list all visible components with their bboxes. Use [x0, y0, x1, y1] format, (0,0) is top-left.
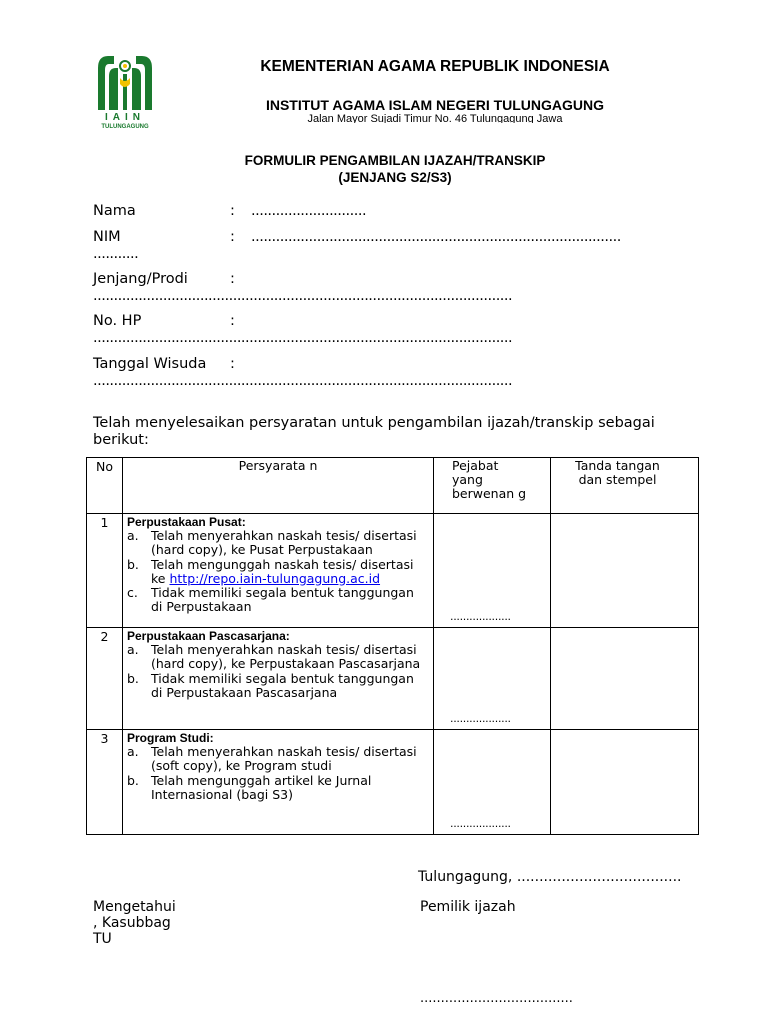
logo-text-iain: IAIN [105, 112, 145, 123]
pejabat-cell[interactable] [434, 628, 551, 730]
list-marker: b. [127, 556, 139, 572]
intro-text: Telah menyelesaikan persyaratan untuk pengambilan ijazah/transkip sebagai berikut: [93, 415, 655, 448]
row-category: Perpustakaan Pascasarjana: [127, 629, 290, 643]
list-text: Telah menyerahkan naskah tesis/ disertasi (soft copy), ke Program studi [151, 744, 417, 774]
field-label-jenjang-prodi: Jenjang/Prodi [93, 271, 188, 287]
pemilik-ijazah-label: Pemilik ijazah [420, 899, 516, 915]
repository-link[interactable]: http://repo.iain-tulungagung.ac.id [169, 570, 381, 586]
stamp-cell[interactable] [551, 628, 699, 730]
list-item [127, 745, 429, 773]
list-text: Telah menyerahkan naskah tesis/ disertasi (hard copy), ke Perpustakaan Pascasarjana [151, 642, 421, 672]
row-no: 1 [87, 514, 123, 628]
field-label-tanggal-wisuda: Tanggal Wisuda [93, 356, 207, 372]
list-text: Tidak memiliki segala bentuk tanggungan di Perpustakaan Pascasarjana [151, 670, 414, 700]
iain-tulungagung-logo-icon [94, 54, 156, 130]
list-marker: c. [127, 585, 138, 601]
header-address: Jalan Mayor Sujadi Timur No. 46 Tulungagung Jawa [307, 113, 563, 123]
field-dots-no-hp[interactable]: ...................................................................................................... [93, 330, 513, 346]
field-colon-jenjang-prodi: : [230, 271, 235, 287]
row-requirements [123, 628, 434, 730]
header-persyaratan: Persyarata n [123, 458, 434, 514]
list-item [127, 558, 429, 586]
row-category: Perpustakaan Pusat: [127, 515, 246, 529]
list-marker: a. [127, 642, 139, 658]
sign-dots: ................... [450, 816, 511, 830]
list-item [127, 672, 429, 700]
pejabat-cell[interactable] [434, 730, 551, 835]
place-date[interactable]: Tulungagung, ..................................... [418, 869, 682, 885]
header-institute: INSTITUT AGAMA ISLAM NEGERI TULUNGAGUNG [265, 97, 605, 113]
row-no: 2 [87, 628, 123, 730]
table-header-row [87, 458, 699, 514]
field-colon-no-hp: : [230, 313, 235, 329]
form-title: FORMULIR PENGAMBILAN IJAZAH/TRANSKIP [244, 153, 546, 168]
list-marker: b. [127, 772, 139, 788]
row-no: 3 [87, 730, 123, 835]
table-row [87, 628, 699, 730]
form-subtitle: (JENJANG S2/S3) [338, 170, 452, 185]
row-category: Program Studi: [127, 731, 214, 745]
header-no: No [87, 458, 123, 514]
signature-dots[interactable]: ..................................... [420, 991, 573, 1006]
field-colon-tanggal-wisuda: : [230, 356, 235, 372]
pejabat-cell[interactable] [434, 514, 551, 628]
list-text: Tidak memiliki segala bentuk tanggungan di Perpustakaan [151, 585, 414, 615]
row-requirements [123, 514, 434, 628]
field-dots-nim-wrap: ........... [93, 246, 139, 262]
table-row [87, 514, 699, 628]
logo-text-tulungagung: TULUNGAGUNG [101, 124, 149, 130]
table-row [87, 730, 699, 835]
requirements-table [86, 457, 699, 835]
field-label-nim: NIM [93, 229, 121, 245]
list-text: Telah mengunggah artikel ke Jurnal Internasional (bagi S3) [151, 772, 372, 802]
list-marker: a. [127, 528, 139, 544]
header-pejabat: Pejabat yang berwenan g [434, 458, 551, 514]
stamp-cell[interactable] [551, 514, 699, 628]
list-text: Telah menyerahkan naskah tesis/ disertasi (hard copy), ke Pusat Perpustakaan [151, 528, 417, 558]
mengetahui-label: Mengetahui , Kasubbag TU [93, 899, 176, 947]
header-ministry: KEMENTERIAN AGAMA REPUBLIK INDONESIA [260, 58, 610, 75]
field-dots-jenjang-prodi[interactable]: ...................................................................................................... [93, 288, 513, 304]
row-requirements [123, 730, 434, 835]
list-item [127, 529, 429, 557]
field-dots-nama[interactable]: ............................ [251, 203, 367, 219]
field-label-nama: Nama [93, 203, 136, 219]
header-tanda-tangan: Tanda tangan dan stempel [551, 458, 699, 514]
field-colon-nama: : [230, 203, 235, 219]
list-marker: b. [127, 670, 139, 686]
field-label-no-hp: No. HP [93, 313, 142, 329]
list-marker: a. [127, 744, 139, 760]
list-item [127, 774, 429, 802]
list-item [127, 586, 429, 614]
field-dots-tanggal-wisuda[interactable]: ...................................................................................................... [93, 373, 513, 389]
sign-dots: ................... [450, 609, 511, 623]
list-item [127, 643, 429, 671]
list-text: Telah mengunggah naskah tesis/ disertasi ke [151, 556, 414, 586]
sign-dots: ................... [450, 711, 511, 725]
field-dots-nim[interactable]: .......................................................................................... [251, 229, 621, 245]
field-colon-nim: : [230, 229, 235, 245]
stamp-cell[interactable] [551, 730, 699, 835]
